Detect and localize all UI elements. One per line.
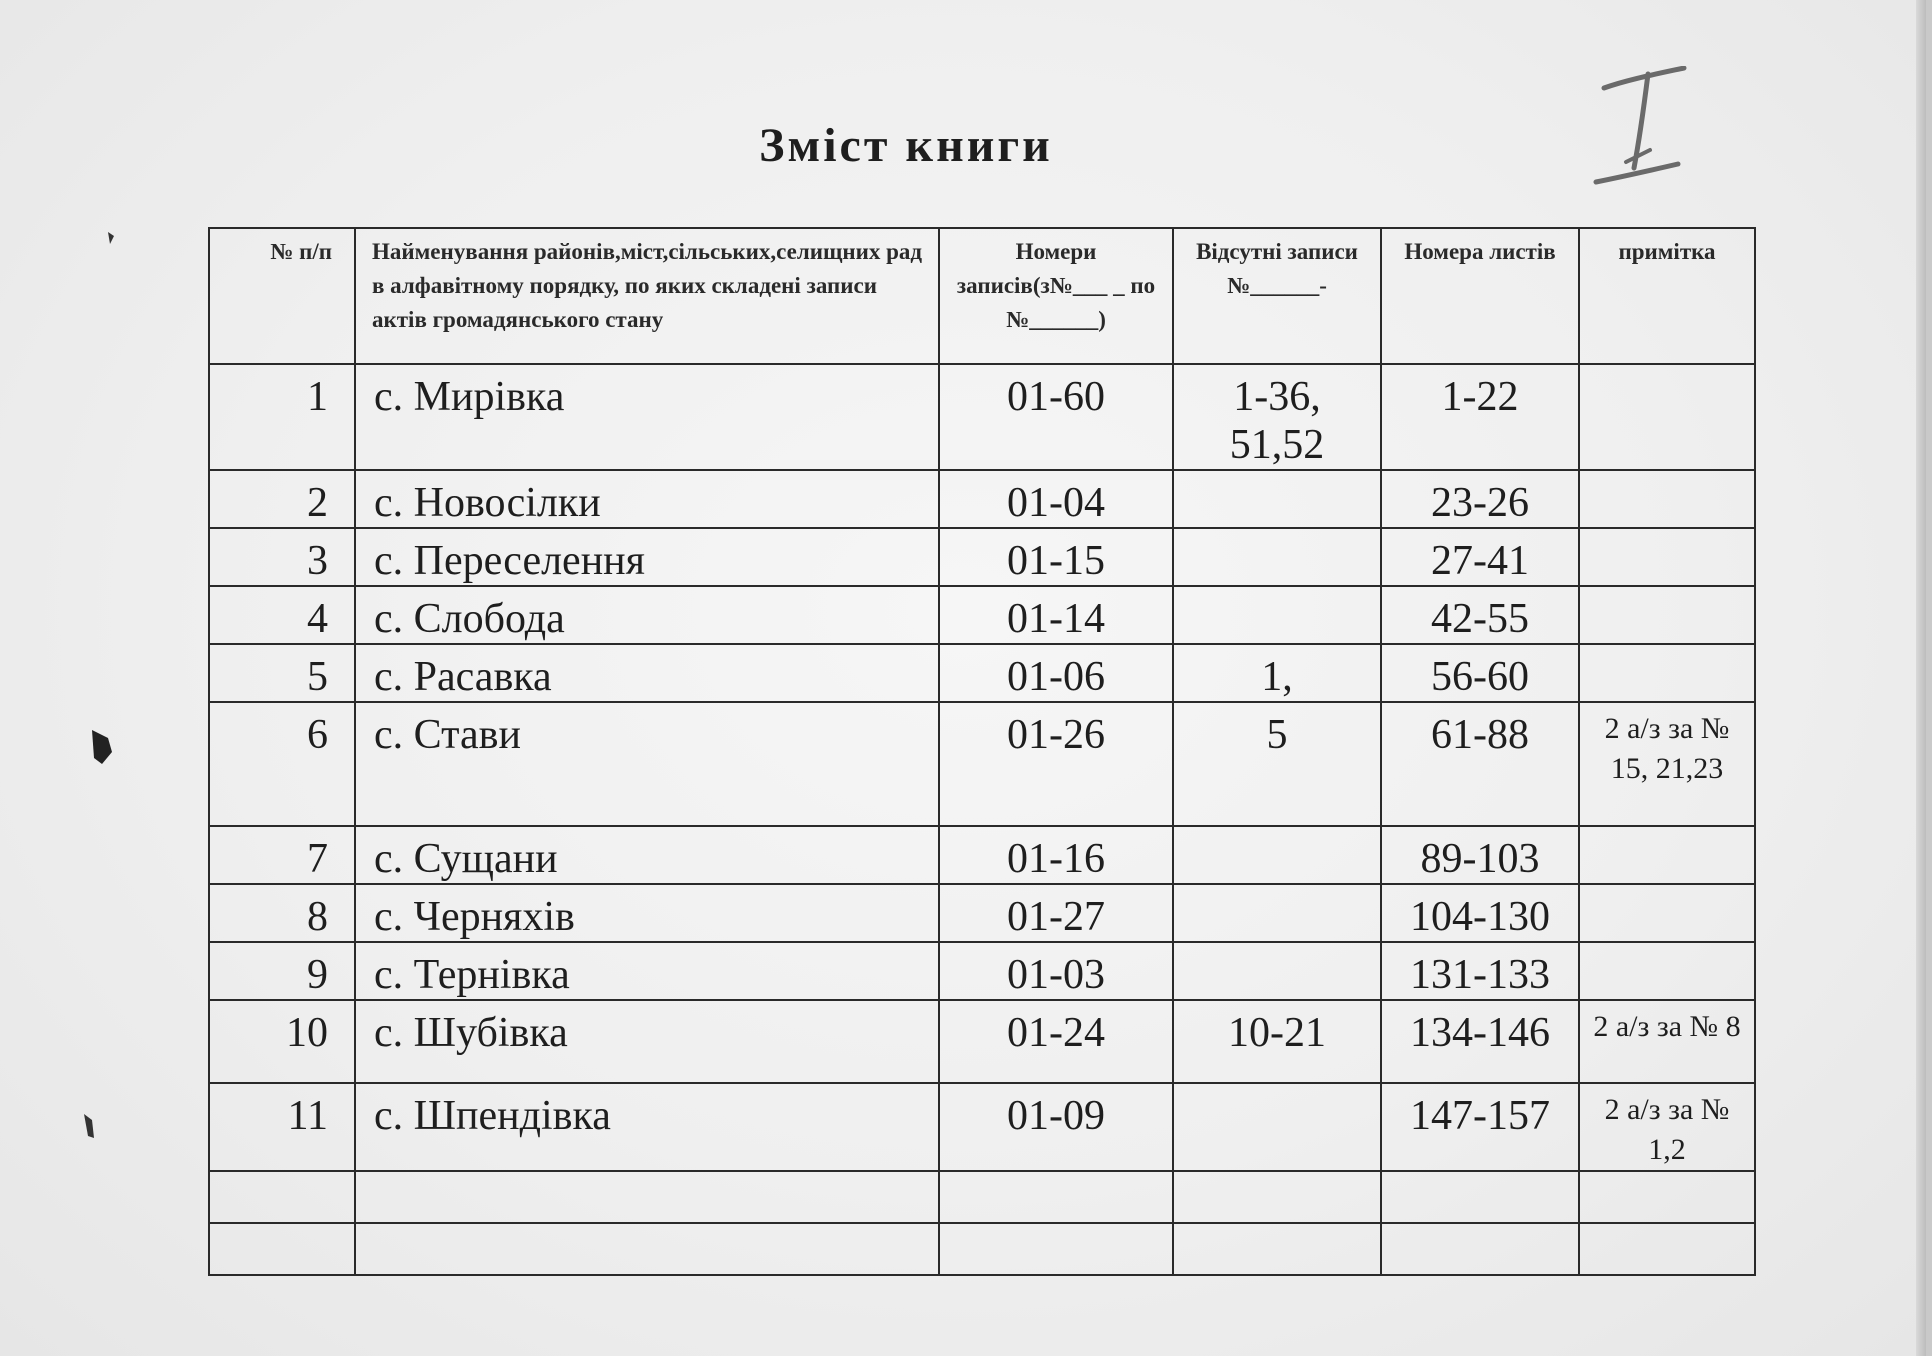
row-note-cell bbox=[1579, 1171, 1755, 1223]
row-num-cell bbox=[209, 1171, 355, 1223]
row-name-cell: с. Черняхів bbox=[355, 884, 939, 942]
row-records-cell: 01-04 bbox=[939, 470, 1173, 528]
row-missing-cell bbox=[1173, 884, 1381, 942]
row-sheets-cell: 27-41 bbox=[1381, 528, 1579, 586]
table-row-empty bbox=[209, 1223, 1755, 1275]
row-num-cell: 11 bbox=[209, 1083, 355, 1171]
row-num-cell: 7 bbox=[209, 826, 355, 884]
row-missing-cell bbox=[1173, 586, 1381, 644]
page-title: Зміст книги bbox=[759, 119, 1053, 172]
table-row bbox=[209, 942, 1755, 1000]
row-records-cell: 01-09 bbox=[939, 1083, 1173, 1171]
table-row-empty bbox=[209, 1171, 1755, 1223]
row-records-cell bbox=[939, 1223, 1173, 1275]
row-sheets-cell: 1-22 bbox=[1381, 364, 1579, 470]
table-row bbox=[209, 1000, 1755, 1083]
row-sheets-cell: 147-157 bbox=[1381, 1083, 1579, 1171]
row-records-cell: 01-26 bbox=[939, 702, 1173, 826]
table-row bbox=[209, 826, 1755, 884]
row-missing-cell: 5 bbox=[1173, 702, 1381, 826]
row-name-cell: с. Шубівка bbox=[355, 1000, 939, 1083]
table-row bbox=[209, 470, 1755, 528]
row-name-cell: с. Сущани bbox=[355, 826, 939, 884]
row-missing-cell bbox=[1173, 1083, 1381, 1171]
row-sheets-cell: 23-26 bbox=[1381, 470, 1579, 528]
table-row bbox=[209, 884, 1755, 942]
row-name-cell: с. Переселення bbox=[355, 528, 939, 586]
row-note-cell: 2 а/з за № 1,2 bbox=[1579, 1083, 1755, 1171]
row-sheets-cell: 61-88 bbox=[1381, 702, 1579, 826]
row-note-cell bbox=[1579, 364, 1755, 470]
row-sheets-cell: 89-103 bbox=[1381, 826, 1579, 884]
table-row bbox=[209, 644, 1755, 702]
header-records: Номери записів(з№___ _ по №______) bbox=[939, 228, 1173, 364]
table-row bbox=[209, 702, 1755, 826]
row-num-cell: 4 bbox=[209, 586, 355, 644]
row-num-cell: 6 bbox=[209, 702, 355, 826]
row-note-cell bbox=[1579, 942, 1755, 1000]
row-records-cell: 01-15 bbox=[939, 528, 1173, 586]
row-num-cell: 8 bbox=[209, 884, 355, 942]
row-sheets-cell: 134-146 bbox=[1381, 1000, 1579, 1083]
header-row bbox=[209, 228, 1755, 364]
header-note: примітка bbox=[1579, 228, 1755, 364]
row-records-cell: 01-16 bbox=[939, 826, 1173, 884]
row-records-cell: 01-24 bbox=[939, 1000, 1173, 1083]
row-num-cell: 10 bbox=[209, 1000, 355, 1083]
row-num-cell: 5 bbox=[209, 644, 355, 702]
row-num-cell: 9 bbox=[209, 942, 355, 1000]
row-records-cell: 01-14 bbox=[939, 586, 1173, 644]
page-edge-shadow bbox=[1916, 0, 1926, 1356]
row-missing-cell: 1, bbox=[1173, 644, 1381, 702]
header-missing: Відсутні записи №______- bbox=[1173, 228, 1381, 364]
header-name: Найменування районів,міст,сільських,селищних рад в алфавітному порядку, по яких складені записи актів громадянського стану bbox=[355, 228, 939, 364]
row-missing-cell bbox=[1173, 1223, 1381, 1275]
binding-marks bbox=[0, 0, 200, 1356]
row-sheets-cell: 56-60 bbox=[1381, 644, 1579, 702]
header-num: № п/п bbox=[209, 228, 355, 364]
row-name-cell: с. Стави bbox=[355, 702, 939, 826]
row-sheets-cell bbox=[1381, 1171, 1579, 1223]
row-missing-cell bbox=[1173, 942, 1381, 1000]
table-row bbox=[209, 1083, 1755, 1171]
row-sheets-cell: 42-55 bbox=[1381, 586, 1579, 644]
row-records-cell: 01-03 bbox=[939, 942, 1173, 1000]
row-missing-cell: 1-36, 51,52 bbox=[1173, 364, 1381, 470]
row-note-cell bbox=[1579, 1223, 1755, 1275]
header-sheets: Номера листів bbox=[1381, 228, 1579, 364]
row-records-cell: 01-06 bbox=[939, 644, 1173, 702]
row-name-cell: с. Мирівка bbox=[355, 364, 939, 470]
row-name-cell bbox=[355, 1223, 939, 1275]
row-missing-cell bbox=[1173, 470, 1381, 528]
row-note-cell bbox=[1579, 528, 1755, 586]
row-name-cell bbox=[355, 1171, 939, 1223]
row-note-cell: 2 а/з за № 15, 21,23 bbox=[1579, 702, 1755, 826]
row-note-cell bbox=[1579, 644, 1755, 702]
row-note-cell bbox=[1579, 470, 1755, 528]
table-row bbox=[209, 364, 1755, 470]
row-missing-cell bbox=[1173, 826, 1381, 884]
row-note-cell: 2 а/з за № 8 bbox=[1579, 1000, 1755, 1083]
row-missing-cell: 10-21 bbox=[1173, 1000, 1381, 1083]
row-name-cell: с. Слобода bbox=[355, 586, 939, 644]
row-missing-cell bbox=[1173, 1171, 1381, 1223]
handwritten-roman-numeral-mark bbox=[1586, 66, 1696, 186]
table-row bbox=[209, 528, 1755, 586]
row-name-cell: с. Тернівка bbox=[355, 942, 939, 1000]
row-num-cell: 3 bbox=[209, 528, 355, 586]
table-row bbox=[209, 586, 1755, 644]
row-name-cell: с. Шпендівка bbox=[355, 1083, 939, 1171]
row-note-cell bbox=[1579, 826, 1755, 884]
row-note-cell bbox=[1579, 884, 1755, 942]
row-sheets-cell bbox=[1381, 1223, 1579, 1275]
row-name-cell: с. Расавка bbox=[355, 644, 939, 702]
row-num-cell: 1 bbox=[209, 364, 355, 470]
row-sheets-cell: 104-130 bbox=[1381, 884, 1579, 942]
row-records-cell bbox=[939, 1171, 1173, 1223]
row-records-cell: 01-60 bbox=[939, 364, 1173, 470]
contents-table bbox=[208, 227, 1756, 1276]
row-note-cell bbox=[1579, 586, 1755, 644]
row-sheets-cell: 131-133 bbox=[1381, 942, 1579, 1000]
row-name-cell: с. Новосілки bbox=[355, 470, 939, 528]
row-num-cell bbox=[209, 1223, 355, 1275]
row-records-cell: 01-27 bbox=[939, 884, 1173, 942]
row-num-cell: 2 bbox=[209, 470, 355, 528]
row-missing-cell bbox=[1173, 528, 1381, 586]
